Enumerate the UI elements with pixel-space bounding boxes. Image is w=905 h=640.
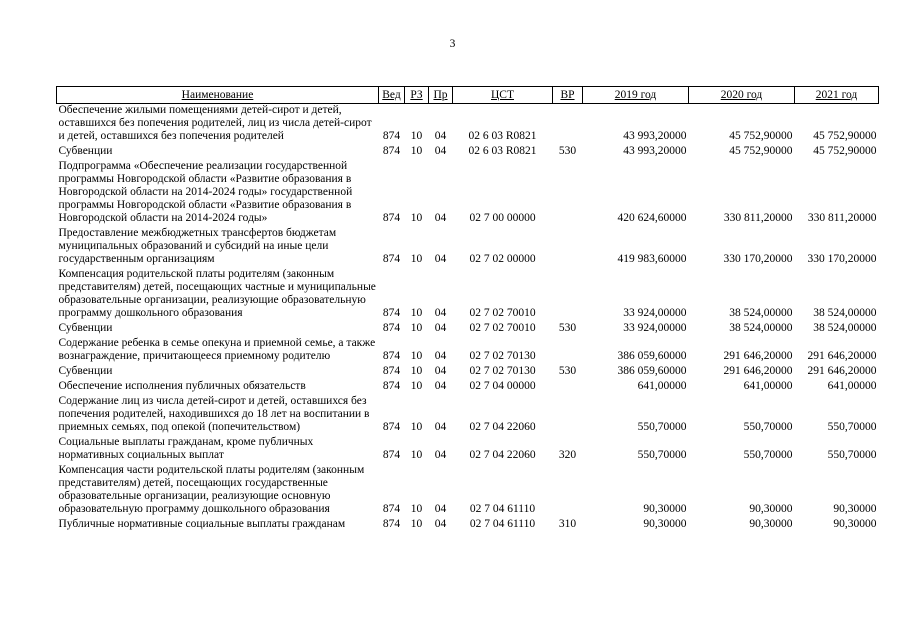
cell-pr: 04 [434,503,447,515]
cell-vr [553,266,583,320]
cell-cst: 02 7 02 00000 [469,253,536,265]
table-row [57,335,879,363]
cell-2021: 291 646,20000 [807,365,877,377]
cell-ved: 874 [382,518,401,530]
header-cst: ЦСТ [453,87,553,104]
header-name: Наименование [57,87,379,104]
cell-vr: 530 [558,145,577,157]
cell-2019: 33 924,00000 [623,322,687,334]
cell-cst: 02 6 03 R0821 [468,130,537,142]
cell-ved: 874 [382,503,401,515]
cell-ved: 874 [382,253,401,265]
cell-cst: 02 7 02 70010 [469,307,536,319]
cell-2020: 45 752,90000 [729,130,793,142]
header-ved: Вед [379,87,405,104]
cell-2021: 38 524,00000 [813,307,877,319]
table-row [57,320,879,335]
cell-cst: 02 7 02 70130 [469,350,536,362]
table-row [57,143,879,158]
header-rz: РЗ [405,87,429,104]
cell-name: Субвенции [58,365,113,377]
table-row [57,393,879,434]
table-row [57,462,879,516]
cell-2019: 43 993,20000 [623,130,687,142]
cell-2019: 420 624,60000 [617,212,687,224]
cell-ved: 874 [382,421,401,433]
cell-2020: 291 646,20000 [723,365,793,377]
cell-rz: 10 [410,130,423,142]
cell-rz: 10 [410,212,423,224]
cell-name: Содержание лиц из числа детей-сирот и детей, оставшихся без попечения родителей, находившихся до 18 лет на воспитании в приемных семьях, под опекой (попечительством) [58,395,370,433]
table-body [57,104,879,532]
cell-vr [553,393,583,434]
cell-name: Компенсация родительской платы родителям (законным представителям) детей, посещающих частные и муниципальные образовательные организации, реализующие образовательную программу дошкольного образования [58,268,376,319]
cell-2020: 550,70000 [743,449,793,461]
cell-2019: 550,70000 [637,449,687,461]
cell-2020: 38 524,00000 [729,307,793,319]
table-row [57,158,879,225]
cell-2021: 291 646,20000 [807,350,877,362]
cell-2021: 330 811,20000 [807,212,877,224]
cell-ved: 874 [382,365,401,377]
cell-ved: 874 [382,449,401,461]
cell-rz: 10 [410,350,423,362]
cell-cst: 02 7 04 22060 [469,421,536,433]
cell-cst: 02 7 02 70010 [469,322,536,334]
cell-cst: 02 7 04 22060 [469,449,536,461]
cell-cst: 02 7 02 70130 [469,365,536,377]
cell-rz: 10 [410,145,423,157]
header-vr: ВР [553,87,583,104]
cell-2020: 38 524,00000 [729,322,793,334]
table-row [57,378,879,393]
table-row [57,266,879,320]
cell-2020: 45 752,90000 [729,145,793,157]
header-2020: 2020 год [689,87,795,104]
cell-name: Субвенции [58,145,113,157]
cell-ved: 874 [382,145,401,157]
cell-name: Компенсация части родительской платы родителям (законным представителям) детей, посещающих государственные образовательные организации, реализующие основную образовательную программу дошкольного образования [58,464,365,515]
cell-rz: 10 [410,322,423,334]
cell-ved: 874 [382,212,401,224]
cell-2021: 45 752,90000 [813,145,877,157]
cell-rz: 10 [410,307,423,319]
cell-vr [553,158,583,225]
cell-2020: 90,30000 [749,503,793,515]
cell-ved: 874 [382,350,401,362]
cell-2021: 90,30000 [833,518,877,530]
cell-vr: 320 [558,449,577,461]
cell-rz: 10 [410,253,423,265]
cell-cst: 02 7 04 61110 [469,503,536,515]
cell-vr [553,378,583,393]
header-2021: 2021 год [795,87,879,104]
cell-vr: 530 [558,365,577,377]
page-number: 3 [449,38,456,50]
cell-name: Обеспечение исполнения публичных обязательств [58,380,306,392]
cell-2019: 386 059,60000 [617,365,687,377]
cell-rz: 10 [410,518,423,530]
cell-vr [553,225,583,266]
cell-2020: 330 811,20000 [723,212,793,224]
cell-2021: 550,70000 [827,449,877,461]
cell-2019: 386 059,60000 [617,350,687,362]
cell-ved: 874 [382,130,401,142]
cell-name: Субвенции [58,322,113,334]
table-header-row [57,87,879,104]
cell-2020: 550,70000 [743,421,793,433]
cell-2021: 38 524,00000 [813,322,877,334]
cell-pr: 04 [434,253,447,265]
cell-pr: 04 [434,212,447,224]
cell-vr: 310 [558,518,577,530]
cell-name: Подпрограмма «Обеспечение реализации государственной программы Новгородской области «Развитие образования в Новгородской области на 2014-2024 годы» государственной программы Новгородской области «Развитие образования в Новгородской области на 2014-2024 годы» [58,160,353,224]
cell-vr [553,335,583,363]
cell-cst: 02 7 04 00000 [469,380,536,392]
cell-pr: 04 [434,518,447,530]
cell-2021: 641,00000 [827,380,877,392]
table-row [57,516,879,531]
cell-rz: 10 [410,380,423,392]
cell-vr [553,104,583,144]
cell-ved: 874 [382,307,401,319]
cell-name: Содержание ребенка в семье опекуна и приемной семье, а также вознаграждение, причитающееся приемному родителю [58,337,376,362]
cell-rz: 10 [410,365,423,377]
cell-2020: 291 646,20000 [723,350,793,362]
cell-ved: 874 [382,380,401,392]
cell-pr: 04 [434,307,447,319]
cell-2021: 90,30000 [833,503,877,515]
cell-pr: 04 [434,350,447,362]
cell-ved: 874 [382,322,401,334]
cell-pr: 04 [434,145,447,157]
cell-pr: 04 [434,421,447,433]
cell-name: Социальные выплаты гражданам, кроме публичных нормативных социальных выплат [58,436,314,461]
cell-name: Публичные нормативные социальные выплаты гражданам [58,518,346,530]
cell-name: Предоставление межбюджетных трансфертов бюджетам муниципальных образований и субсидий на иные цели государственным организациям [58,227,337,265]
cell-pr: 04 [434,380,447,392]
header-pr: Пр [429,87,453,104]
cell-2021: 45 752,90000 [813,130,877,142]
cell-2020: 330 170,20000 [723,253,793,265]
cell-2019: 90,30000 [643,518,687,530]
cell-vr [553,462,583,516]
cell-rz: 10 [410,421,423,433]
cell-cst: 02 7 00 00000 [469,212,536,224]
cell-2019: 90,30000 [643,503,687,515]
cell-rz: 10 [410,503,423,515]
cell-2020: 90,30000 [749,518,793,530]
budget-table [56,86,879,531]
cell-2021: 330 170,20000 [807,253,877,265]
table-row [57,363,879,378]
cell-cst: 02 6 03 R0821 [468,145,537,157]
header-2019: 2019 год [583,87,689,104]
cell-pr: 04 [434,449,447,461]
cell-pr: 04 [434,130,447,142]
table-row [57,104,879,144]
cell-pr: 04 [434,365,447,377]
cell-2021: 550,70000 [827,421,877,433]
cell-cst: 02 7 04 61110 [469,518,536,530]
table-row [57,225,879,266]
cell-vr: 530 [558,322,577,334]
cell-name: Обеспечение жилыми помещениями детей-сирот и детей, оставшихся без попечения родителей, лиц из числа детей-сирот и детей, оставшихся без попечения родителей [58,104,372,142]
table-row [57,434,879,462]
cell-2019: 550,70000 [637,421,687,433]
cell-2019: 43 993,20000 [623,145,687,157]
cell-2019: 33 924,00000 [623,307,687,319]
cell-rz: 10 [410,449,423,461]
cell-pr: 04 [434,322,447,334]
cell-2020: 641,00000 [743,380,793,392]
cell-2019: 419 983,60000 [617,253,687,265]
cell-2019: 641,00000 [637,380,687,392]
